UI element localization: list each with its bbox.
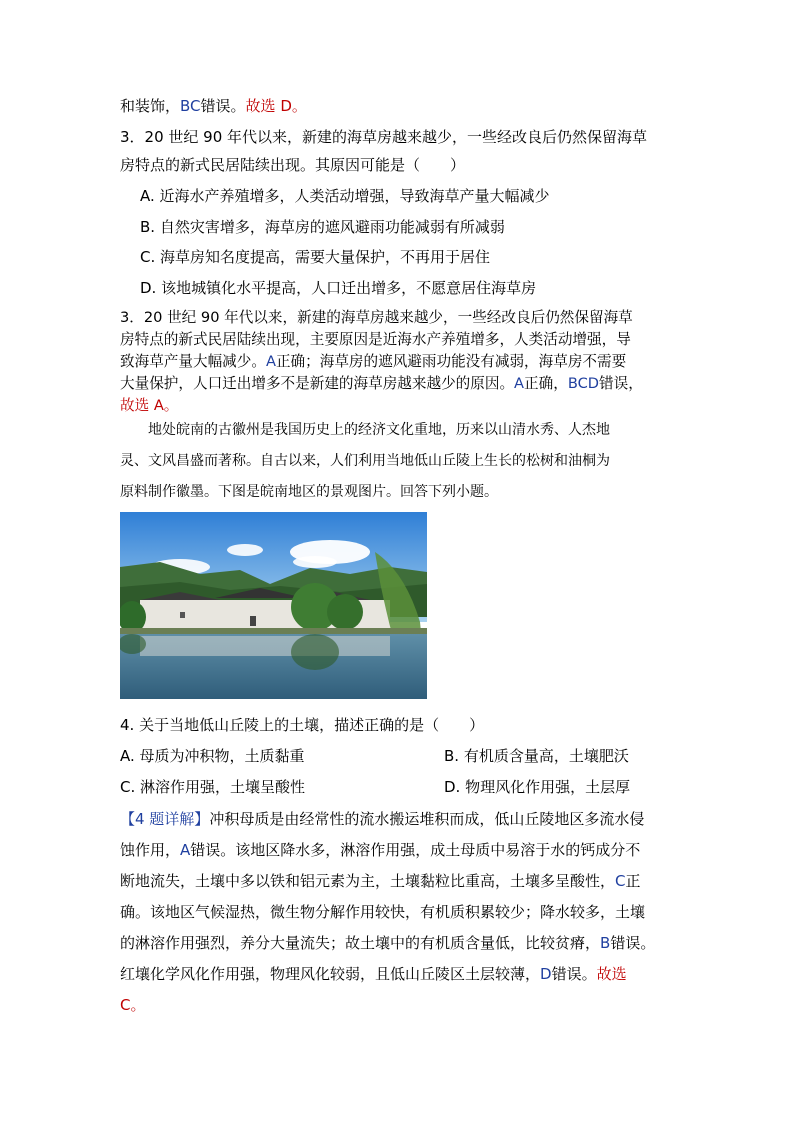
text: 的淋溶作用强烈，养分大量流失；故土壤中的有机质含量低，比较贫瘠， xyxy=(120,934,601,952)
text: 断地流失，土壤中多以铁和铝元素为主，土壤黏粒比重高，土壤多呈酸性， xyxy=(120,872,616,890)
landscape-photo xyxy=(120,512,427,699)
text: 错误， xyxy=(599,375,643,392)
answer-4-line-1 xyxy=(120,809,644,829)
answer-choice: 故选 D。 xyxy=(245,97,307,115)
text: 大量保护，人口迁出增多不是新建的海草房越来越少的原因。 xyxy=(120,375,515,392)
question-3-option-d: D. 该地城镇化水平提高，人口迁出增多，不愿意居住海草房 xyxy=(140,279,537,297)
option-ref: BCD xyxy=(567,375,600,392)
question-3-option-b: B. 自然灾害增多，海草房的遮风避雨功能减弱有所减弱 xyxy=(140,218,505,236)
answer-3-line-3 xyxy=(120,352,626,372)
option-ref: A xyxy=(265,353,276,370)
text: 冲积母质是由经常性的流水搬运堆积而成，低山丘陵地区多流水侵 xyxy=(209,810,645,828)
passage-line-2: 灵、文风昌盛而著称。自古以来，人们利用当地低山丘陵上生长的松树和油桐为 xyxy=(120,453,610,469)
text: 正 xyxy=(625,872,641,890)
question-3-option-a: A. 近海水产养殖增多，人类活动增强，导致海草产量大幅减少 xyxy=(140,187,550,205)
text: 红壤化学风化作用强，物理风化较弱，且低山丘陵区土层较薄， xyxy=(120,965,541,983)
option-ref: A xyxy=(180,841,191,859)
answer-4-line-5 xyxy=(120,933,655,953)
passage-line-3: 原料制作徽墨。下图是皖南地区的景观图片。回答下列小题。 xyxy=(120,484,498,500)
option-ref: BC xyxy=(180,97,201,115)
answer-tag: 【4 题详解】 xyxy=(120,810,210,828)
option-ref: A xyxy=(514,375,525,392)
option-ref: B xyxy=(600,934,611,952)
answer-3-line-1: 3．20 世纪 90 年代以来，新建的海草房越来越少，一些经改良后仍然保留海草 xyxy=(120,309,633,326)
answer-3-line-2: 房特点的新式民居陆续出现，主要原因是近海水产养殖增多，人类活动增强，导 xyxy=(120,331,631,348)
answer-3-line-5: 故选 A。 xyxy=(120,397,179,414)
text: 错误。 xyxy=(200,97,246,115)
answer-3-line-4 xyxy=(120,374,643,394)
question-4-stem: 4. 关于当地低山丘陵上的土壤，描述正确的是（ ） xyxy=(120,716,485,734)
answer-4-line-6 xyxy=(120,964,627,984)
answer-4-line-2 xyxy=(120,840,640,860)
question-4-option-a: A. 母质为冲积物，土质黏重 xyxy=(120,747,305,765)
option-ref: C xyxy=(615,872,626,890)
question-4-option-c: C. 淋溶作用强，土壤呈酸性 xyxy=(120,778,306,796)
text: 正确， xyxy=(524,375,568,392)
answer-line xyxy=(120,96,307,116)
question-4-option-d: D. 物理风化作用强，土层厚 xyxy=(444,778,631,796)
answer-4-line-7: C。 xyxy=(120,996,146,1014)
question-3-stem-line-2: 房特点的新式民居陆续出现。其原因可能是（ ） xyxy=(120,156,466,174)
text: 蚀作用， xyxy=(120,841,181,859)
answer-4-line-3 xyxy=(120,871,641,891)
text: 致海草产量大幅减少。 xyxy=(120,353,266,370)
passage-line-1: 地处皖南的古徽州是我国历史上的经济文化重地，历来以山清水秀、人杰地 xyxy=(120,422,610,438)
text: 正确；海草房的遮风避雨功能没有减弱，海草房不需要 xyxy=(275,353,627,370)
option-ref: D xyxy=(540,965,552,983)
text: 和装饰， xyxy=(120,97,181,115)
text: 错误。 xyxy=(610,934,656,952)
question-3-option-c: C. 海草房知名度提高，需要大量保护，不再用于居住 xyxy=(140,248,491,266)
question-4-option-b: B. 有机质含量高，土壤肥沃 xyxy=(444,747,629,765)
text: 错误。 xyxy=(551,965,597,983)
answer-choice: 故选 xyxy=(596,965,627,983)
answer-4-line-4: 确。该地区气候湿热，微生物分解作用较快，有机质积累较少；降水较多，土壤 xyxy=(120,903,646,921)
question-3-stem-line-1: 3．20 世纪 90 年代以来，新建的海草房越来越少，一些经改良后仍然保留海草 xyxy=(120,128,648,146)
text: 错误。该地区降水多，淋溶作用强，成土母质中易溶于水的钙成分不 xyxy=(190,841,641,859)
